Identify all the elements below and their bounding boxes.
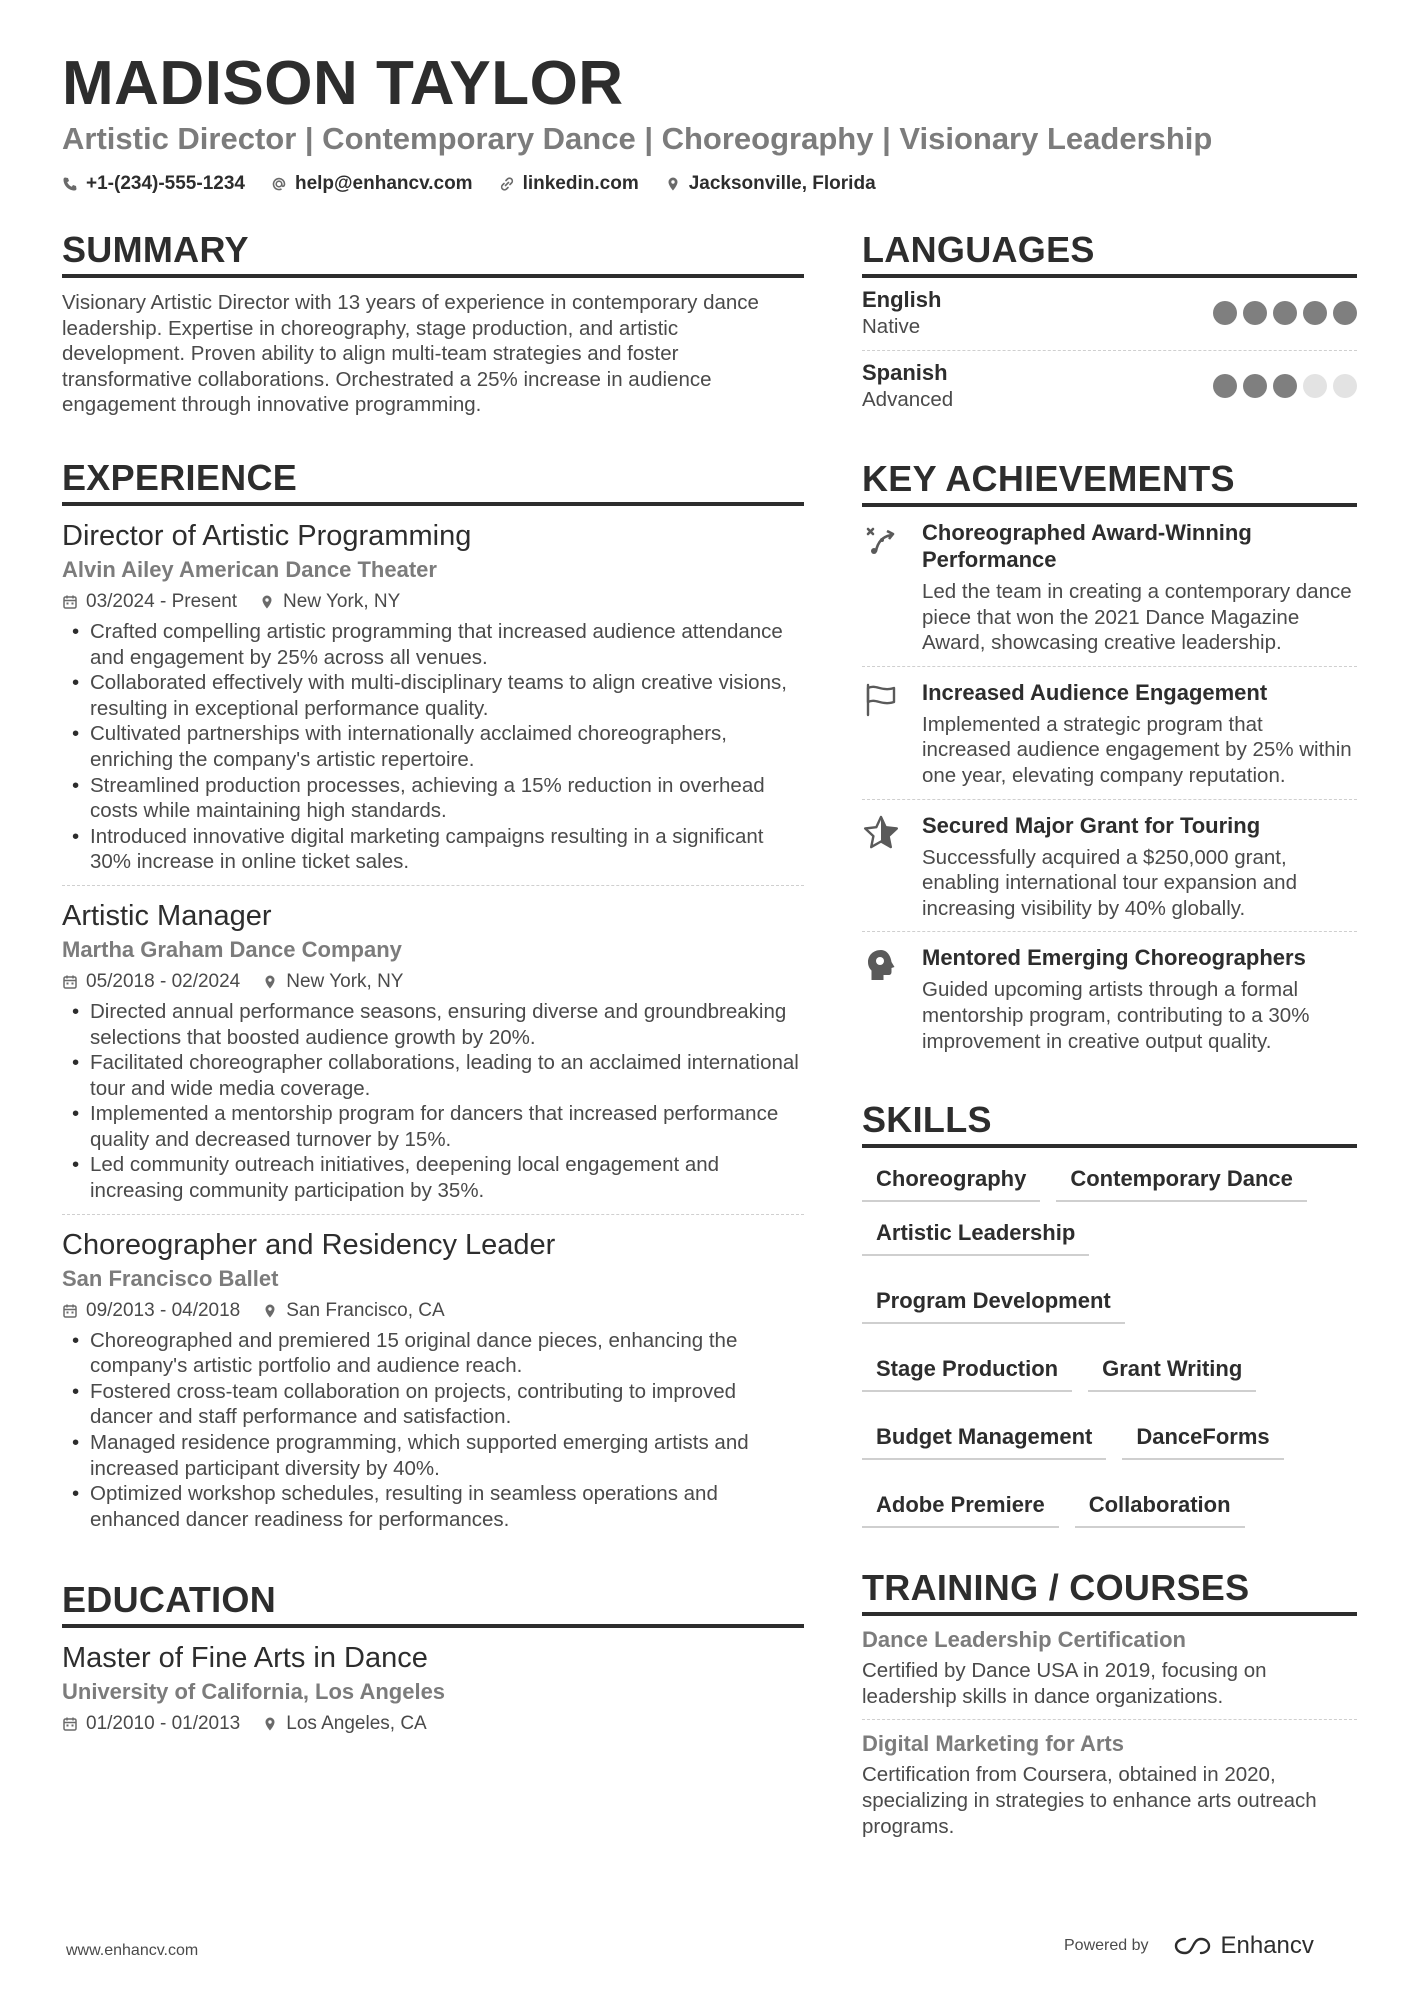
job-location-text: San Francisco, CA [286,1299,445,1321]
language-item [862,278,1357,351]
course-title: Digital Marketing for Arts [862,1731,1124,1757]
job-dates [62,969,240,995]
contact-location-text: Jacksonville, Florida [688,173,876,194]
calendar-icon [62,594,78,610]
achievement-item [862,667,1357,800]
enhancv-logo-icon [1173,1935,1213,1957]
skills-list [862,1162,1357,1528]
achievements-section [862,457,1357,1064]
footer-branding [1064,1932,1314,1960]
training-title: TRAINING / COURSES [862,1566,1357,1616]
language-rating [1213,374,1357,398]
skill-tag: Choreography [862,1162,1040,1202]
experience-title: EXPERIENCE [62,456,804,506]
contact-bar [62,171,876,197]
job-bullet: • Facilitated choreographer collaborations, leading to an acclaimed international tour and wide media coverage. [62,1050,804,1101]
contact-phone-text: +1-(234)-555-1234 [86,173,245,194]
education-section [62,1578,804,1747]
job-meta [62,1298,804,1324]
job-bullet: • Crafted compelling artistic programming that increased audience attendance and engagement by 25% across all venues. [62,619,804,670]
achievement-icon-wrap [862,519,904,656]
job-location [259,589,400,615]
language-rating [1213,301,1357,325]
calendar-icon [62,1716,78,1732]
star-icon [862,814,900,852]
language-name: English [862,287,942,312]
rating-dot-filled [1303,301,1327,325]
job-bullet: • Managed residence programming, which supported emerging artists and increased participant diversity by 40%. [62,1430,804,1481]
course-desc: Certified by Dance USA in 2019, focusing on leadership skills in dance organizations. [862,1659,1267,1708]
location-icon [262,1716,278,1732]
job-bullets [62,999,804,1204]
achievement-desc: Implemented a strategic program that increased audience engagement by 25% within one year, elevating company reputation. [922,712,1352,787]
achievement-title: Increased Audience Engagement [922,679,1268,705]
calendar-icon [62,1303,78,1319]
job-location-text: New York, NY [286,970,404,992]
education-school: University of California, Los Angeles [62,1679,446,1705]
languages-title: LANGUAGES [862,228,1357,278]
rating-dot-filled [1213,301,1237,325]
job-dates-text: 03/2024 - Present [86,590,238,612]
skills-section [862,1098,1357,1528]
education-title: EDUCATION [62,1578,804,1628]
job-bullet: • Fostered cross-team collaboration on projects, contributing to improved dancer and staff performance and satisfaction. [62,1379,804,1430]
achievement-desc: Led the team in creating a contemporary dance piece that won the 2021 Dance Magazine Award, showcasing creative leadership. [922,580,1352,655]
job-bullet: • Cultivated partnerships with internationally acclaimed choreographers, enriching the company's artistic repertoire. [62,721,804,772]
job-location [262,1298,444,1324]
link-icon [499,176,515,192]
job-location-text: New York, NY [283,590,401,612]
job-role: Choreographer and Residency Leader [62,1228,556,1261]
language-level: Advanced [862,388,954,411]
achievement-item [862,932,1357,1064]
achievement-item [862,507,1357,667]
brand-name: Enhancv [1220,1932,1314,1959]
rating-dot-filled [1273,374,1297,398]
contact-phone[interactable] [62,173,245,195]
job-role: Director of Artistic Programming [62,519,472,552]
achievement-desc: Guided upcoming artists through a formal mentorship program, contributing to a 30% improvement in creative output quality. [922,978,1310,1053]
rating-dot-empty [1333,374,1357,398]
location-icon [259,594,275,610]
skills-title: SKILLS [862,1098,1357,1148]
experience-entry [62,886,804,1215]
rating-dot-filled [1333,301,1357,325]
job-company: Martha Graham Dance Company [62,936,402,962]
education-meta [62,1711,804,1737]
language-item [862,351,1357,423]
phone-icon [62,176,78,192]
strategy-icon [862,521,900,559]
education-dates-text: 01/2010 - 01/2013 [86,1713,241,1735]
summary-section [62,228,804,418]
job-bullet: • Implemented a mentorship program for dancers that increased performance quality and decreased turnover by 15%. [62,1101,804,1152]
location-icon [262,974,278,990]
job-company: Alvin Ailey American Dance Theater [62,556,437,582]
course-desc: Certification from Coursera, obtained in 2020, specializing in strategies to enhance arts outreach programs. [862,1763,1317,1838]
head-icon [862,946,900,984]
languages-section [862,228,1357,423]
job-dates-text: 05/2018 - 02/2024 [86,970,241,992]
flag-icon [862,681,900,719]
skill-tag: Stage Production [862,1352,1072,1392]
experience-entry [62,506,804,886]
job-company: San Francisco Ballet [62,1265,279,1291]
achievements-title: KEY ACHIEVEMENTS [862,457,1357,507]
achievement-icon-wrap [862,679,904,789]
education-dates [62,1711,240,1737]
job-meta [62,969,804,995]
course-title: Dance Leadership Certification [862,1627,1186,1653]
job-dates [62,1298,240,1324]
skill-tag: Adobe Premiere [862,1488,1059,1528]
skill-tag: DanceForms [1122,1420,1283,1460]
right-column [862,228,1357,1849]
education-entry [62,1628,804,1747]
powered-by-label: Powered by [1064,1937,1149,1954]
education-location [262,1711,426,1737]
contact-email[interactable] [271,173,473,195]
experience-entry [62,1215,804,1543]
achievement-title: Mentored Emerging Choreographers [922,945,1306,971]
achievement-icon-wrap [862,944,904,1054]
contact-email-text: help@enhancv.com [294,173,473,194]
rating-dot-empty [1303,374,1327,398]
training-section [862,1566,1357,1849]
contact-location[interactable] [665,173,876,195]
location-icon [665,176,681,192]
at-icon [271,176,287,192]
job-bullet: • Optimized workshop schedules, resulting in seamless operations and enhanced dancer readiness for performances. [62,1481,804,1532]
skill-tag: Contemporary Dance [1056,1162,1307,1202]
job-bullet: • Led community outreach initiatives, deepening local engagement and increasing community participation by 35%. [62,1152,804,1203]
job-location [262,969,403,995]
achievement-desc: Successfully acquired a $250,000 grant, enabling international tour expansion and increasing visibility by 40% globally. [922,845,1297,920]
job-meta [62,589,804,615]
rating-dot-filled [1243,301,1267,325]
achievement-item [862,800,1357,933]
skill-tag: Grant Writing [1088,1352,1256,1392]
skill-tag: Budget Management [862,1420,1106,1460]
job-bullet: • Streamlined production processes, achieving a 15% reduction in overhead costs while maintaining high standards. [62,773,804,824]
skill-tag: Artistic Leadership [862,1216,1089,1256]
course-item [862,1720,1357,1849]
rating-dot-filled [1213,374,1237,398]
achievement-icon-wrap [862,812,904,922]
achievement-title: Secured Major Grant for Touring [922,812,1261,838]
calendar-icon [62,974,78,990]
job-bullet: • Choreographed and premiered 15 original dance pieces, enhancing the company's artistic portfolio and audience reach. [62,1328,804,1379]
location-icon [262,1303,278,1319]
brand-logo[interactable] [1173,1932,1314,1960]
job-bullet: • Directed annual performance seasons, ensuring diverse and groundbreaking selections that boosted audience growth by 20%. [62,999,804,1050]
contact-linkedin[interactable] [499,173,639,195]
skill-tag: Program Development [862,1284,1125,1324]
language-level: Native [862,315,921,338]
rating-dot-filled [1273,301,1297,325]
rating-dot-filled [1243,374,1267,398]
education-degree: Master of Fine Arts in Dance [62,1642,428,1675]
education-location-text: Los Angeles, CA [286,1713,427,1735]
skill-tag: Collaboration [1075,1488,1245,1528]
experience-section [62,456,804,1542]
contact-linkedin-text: linkedin.com [522,173,639,194]
course-item [862,1616,1357,1720]
summary-title: SUMMARY [62,228,804,278]
footer-website[interactable]: www.enhancv.com [66,1942,199,1959]
job-dates [62,589,237,615]
left-column [62,228,804,1747]
job-dates-text: 09/2013 - 04/2018 [86,1299,241,1321]
language-name: Spanish [862,360,948,385]
headline: Artistic Director | Contemporary Dance | Choreography | Visionary Leadership [62,121,1213,156]
job-role: Artistic Manager [62,899,272,932]
candidate-name: MADISON TAYLOR [62,49,624,118]
job-bullets [62,619,804,875]
job-bullet: • Introduced innovative digital marketing campaigns resulting in a significant 30% increase in online ticket sales. [62,824,804,875]
achievement-title: Choreographed Award-Winning Performance [922,520,1252,572]
summary-text: Visionary Artistic Director with 13 years of experience in contemporary dance leadership. Expertise in choreography, stage production, and artistic development. Proven ability to align multi-team strategies and foster transformative collaborations. Orchestrated a 25% increase in audience engagement through innovative programming. [62,291,759,417]
job-bullets [62,1328,804,1533]
job-bullet: • Collaborated effectively with multi-disciplinary teams to align creative visions, resulting in exceptional performance quality. [62,670,804,721]
